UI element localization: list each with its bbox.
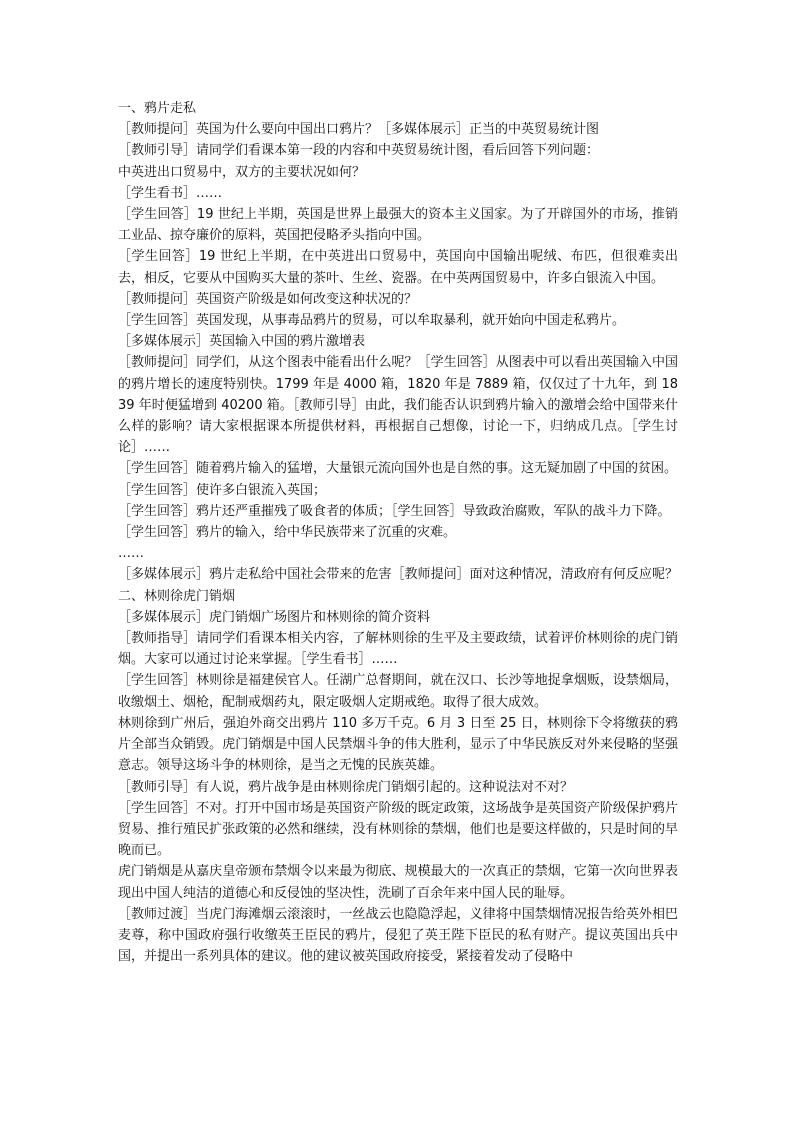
paragraph: ［教师提问］同学们，从这个图表中能看出什么呢？［学生回答］从图表中可以看出英国输入中国的鸦片增长的速度特别快。1799 年是 4000 箱，1820 年是 7889 箱，仅仅过了十九年，到 1839 年时便猛增到 40200 箱。［教师引导］由此，我们能否认识到鸦片输入的激增会给中国带来什么样的影响？请大家根据课本所提供材料，再根据自己想像，讨论一下，归纳成几点。［学生讨论］……	[118, 355, 678, 456]
paragraph: ［学生回答］19 世纪上半期，在中英进出口贸易中，英国向中国输出呢绒、布匹，但很难卖出去，相反，它要从中国购买大量的茶叶、生丝、瓷器。在中英两国贸易中，许多白银流入中国。	[118, 249, 678, 286]
section-heading-opium-smuggling: 一、鸦片走私	[118, 101, 197, 116]
paragraph-section-heading-lin-zexu: ［多媒体展示］鸦片走私给中国社会带来的危害［教师提问］面对这种情况，清政府有何反应呢？二、林则徐虎门销烟	[118, 567, 678, 604]
paragraph: ［学生回答］鸦片还严重摧残了吸食者的体质；［学生回答］导致政治腐败，军队的战斗力下降。	[118, 503, 671, 519]
document-body	[118, 98, 678, 967]
paragraph: ［学生回答］林则徐是福建侯官人。任湖广总督期间，就在汉口、长沙等地捉拿烟贩，设禁烟局，收缴烟土、烟枪，配制戒烟药丸，限定吸烟人定期戒绝。取得了很大成效。	[118, 673, 678, 710]
paragraph: 中英进出口贸易中，双方的主要状况如何？	[118, 164, 366, 180]
paragraph: ［学生回答］英国发现，从事毒品鸦片的贸易，可以牟取暴利，就开始向中国走私鸦片。	[118, 313, 626, 329]
ellipsis: ……	[118, 546, 144, 562]
paragraph: ［学生回答］鸦片的输入，给中华民族带来了沉重的灾难。	[118, 525, 457, 541]
paragraph: 林则徐到广州后，强迫外商交出鸦片 110 多万千克。6 月 3 日至 25 日，林则徐下令将缴获的鸦片全部当众销毁。虎门销烟是中国人民禁烟斗争的伟大胜利，显示了中华民族反对外来侵略的坚强意志。领导这场斗争的林则徐，是当之无愧的民族英雄。	[118, 715, 678, 774]
paragraph: ［教师过渡］当虎门海滩烟云滚滚时，一丝战云也隐隐浮起，义律将中国禁烟情况报告给英外相巴麦尊，称中国政府强行收缴英王臣民的鸦片，侵犯了英王陛下臣民的私有财产。提议英国出兵中国，并提出一系列具体的建议。他的建议被英国政府接受，紧接着发动了侵略中	[118, 906, 678, 965]
paragraph: ［教师提问］英国资产阶级是如何改变这种状况的？	[118, 291, 418, 307]
paragraph: ［教师引导］有人说，鸦片战争是由林则徐虎门销烟引起的。这种说法对不对？	[118, 779, 574, 795]
paragraph: ［学生回答］随着鸦片输入的猛增，大量银元流向国外也是自然的事。这无疑加剧了中国的贫困。	[118, 461, 678, 477]
paragraph: ［学生看书］……	[118, 185, 223, 201]
paragraph: ［教师提问］英国为什么要向中国出口鸦片？［多媒体展示］正当的中英贸易统计图	[118, 122, 600, 138]
paragraph: ［学生回答］19 世纪上半期，英国是世界上最强大的资本主义国家。为了开辟国外的市场，推销工业品、掠夺廉价的原料，英国把侵略矛头指向中国。	[118, 207, 678, 244]
paragraph: ［学生回答］使许多白银流入英国；	[118, 482, 327, 498]
paragraph: ［多媒体展示］英国输入中国的鸦片激增表	[118, 334, 366, 350]
paragraph: ［教师指导］请同学们看课本相关内容，了解林则徐的生平及主要政绩，试着评价林则徐的虎门销烟。大家可以通过讨论来掌握。［学生看书］……	[118, 631, 678, 668]
paragraph: 虎门销烟是从嘉庆皇帝颁布禁烟令以来最为彻底、规模最大的一次真正的禁烟，它第一次向世界表现出中国人纯洁的道德心和反侵蚀的坚决性，洗刷了百余年来中国人民的耻辱。	[118, 864, 678, 901]
paragraph: ［教师引导］请同学们看课本第一段的内容和中英贸易统计图，看后回答下列问题：	[118, 143, 600, 159]
paragraph: ［多媒体展示］虎门销烟广场图片和林则徐的简介资料	[118, 609, 431, 625]
paragraph: ［学生回答］不对。打开中国市场是英国资产阶级的既定政策，这场战争是英国资产阶级保护鸦片贸易、推行殖民扩张政策的必然和继续，没有林则徐的禁烟，他们也是要这样做的，只是时间的早晚而已。	[118, 800, 678, 859]
